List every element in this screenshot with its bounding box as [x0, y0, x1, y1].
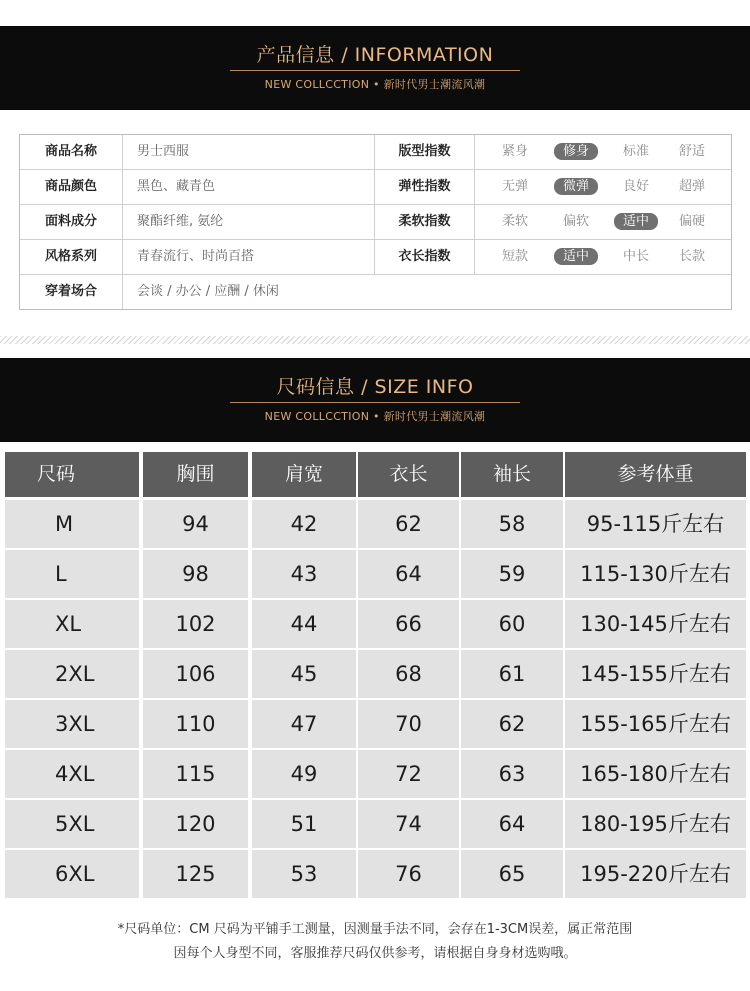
index-option-selected: 修身 — [547, 135, 605, 169]
chest-cell: 120 — [143, 800, 248, 848]
size-note-1: *尺码单位：CM 尺码为平铺手工测量，因测量手法不同，会存在1-3CM误差，属正常范围 — [117, 922, 633, 937]
column-header: 胸围 — [143, 452, 248, 497]
weight-cell: 115-130斤左右 — [565, 550, 746, 598]
info-row — [20, 205, 731, 240]
index-option: 良好 — [622, 179, 649, 194]
size-cell: 2XL — [5, 650, 139, 698]
shoulder-cell: 47 — [252, 700, 356, 748]
info-banner — [0, 26, 750, 110]
sleeve-cell: 59 — [461, 550, 563, 598]
info-row — [20, 170, 731, 205]
weight-cell: 195-220斤左右 — [565, 850, 746, 898]
length-cell: 62 — [358, 500, 459, 548]
index-label: 弹性指数 — [375, 170, 475, 204]
index-option-selected: 适中 — [547, 240, 605, 274]
size-cell: 3XL — [5, 700, 139, 748]
chest-cell: 125 — [143, 850, 248, 898]
length-cell: 74 — [358, 800, 459, 848]
shoulder-cell: 51 — [252, 800, 356, 848]
info-row — [20, 135, 731, 170]
index-option: 长款 — [678, 249, 705, 264]
shoulder-cell: 53 — [252, 850, 356, 898]
info-value: 青春流行、时尚百搭 — [123, 240, 375, 274]
sleeve-cell: 65 — [461, 850, 563, 898]
weight-cell: 180-195斤左右 — [565, 800, 746, 848]
info-label: 风格系列 — [20, 240, 123, 274]
chest-cell: 115 — [143, 750, 248, 798]
shoulder-cell: 43 — [252, 550, 356, 598]
product-info-table — [19, 134, 732, 310]
banner-divider — [230, 70, 520, 71]
chest-cell: 94 — [143, 500, 248, 548]
index-option: 标准 — [622, 144, 649, 159]
length-cell: 76 — [358, 850, 459, 898]
weight-cell: 95-115斤左右 — [565, 500, 746, 548]
index-option-selected: 适中 — [607, 205, 665, 239]
index-label: 版型指数 — [375, 135, 475, 169]
info-label: 商品颜色 — [20, 170, 123, 204]
chest-cell: 106 — [143, 650, 248, 698]
chest-cell: 110 — [143, 700, 248, 748]
column-header: 参考体重 — [565, 452, 746, 497]
size-cell: 5XL — [5, 800, 139, 848]
size-banner-subtitle: NEW COLLCCTION • 新时代男士潮流风潮 — [264, 410, 486, 423]
size-cell: 6XL — [5, 850, 139, 898]
info-value: 黑色、藏青色 — [123, 170, 375, 204]
weight-cell: 155-165斤左右 — [565, 700, 746, 748]
sleeve-cell: 62 — [461, 700, 563, 748]
info-row — [20, 240, 731, 275]
column-header: 袖长 — [461, 452, 563, 497]
info-label: 商品名称 — [20, 135, 123, 169]
column-header: 尺码 — [5, 452, 139, 497]
size-banner-title: 尺码信息 / SIZE INFO — [276, 376, 474, 398]
shoulder-cell: 49 — [252, 750, 356, 798]
info-banner-title: 产品信息 / INFORMATION — [256, 44, 494, 66]
length-cell: 66 — [358, 600, 459, 648]
info-value: 聚酯纤维, 氨纶 — [123, 205, 375, 239]
size-cell: L — [5, 550, 139, 598]
banner-divider — [230, 402, 520, 403]
size-cell: M — [5, 500, 139, 548]
index-option-selected: 微弹 — [547, 170, 605, 204]
weight-cell: 130-145斤左右 — [565, 600, 746, 648]
size-cell: 4XL — [5, 750, 139, 798]
column-header: 衣长 — [358, 452, 459, 497]
index-option: 舒适 — [678, 144, 705, 159]
index-option: 紧身 — [501, 144, 528, 159]
sleeve-cell: 60 — [461, 600, 563, 648]
sleeve-cell: 63 — [461, 750, 563, 798]
info-banner-subtitle: NEW COLLCCTION • 新时代男士潮流风潮 — [264, 78, 486, 91]
sleeve-cell: 64 — [461, 800, 563, 848]
weight-cell: 145-155斤左右 — [565, 650, 746, 698]
index-option: 超弹 — [678, 179, 705, 194]
info-value: 男士西服 — [123, 135, 375, 169]
chest-cell: 98 — [143, 550, 248, 598]
index-option: 柔软 — [501, 214, 528, 229]
size-note-2: 因每个人身型不同，客服推荐尺码仅供参考，请根据自身身材选购哦。 — [173, 946, 577, 961]
shoulder-cell: 42 — [252, 500, 356, 548]
index-option: 短款 — [501, 249, 528, 264]
sleeve-cell: 58 — [461, 500, 563, 548]
dashed-divider — [0, 336, 750, 344]
index-label: 柔软指数 — [375, 205, 475, 239]
length-cell: 64 — [358, 550, 459, 598]
weight-cell: 165-180斤左右 — [565, 750, 746, 798]
size-banner — [0, 358, 750, 442]
length-cell: 70 — [358, 700, 459, 748]
shoulder-cell: 44 — [252, 600, 356, 648]
index-option: 无弹 — [501, 179, 528, 194]
chest-cell: 102 — [143, 600, 248, 648]
info-label: 面料成分 — [20, 205, 123, 239]
index-option: 偏硬 — [678, 214, 705, 229]
info-label: 穿着场合 — [20, 275, 123, 309]
info-value: 会谈 / 办公 / 应酬 / 休闲 — [137, 284, 279, 299]
length-cell: 72 — [358, 750, 459, 798]
size-cell: XL — [5, 600, 139, 648]
length-cell: 68 — [358, 650, 459, 698]
index-option: 偏软 — [562, 214, 589, 229]
shoulder-cell: 45 — [252, 650, 356, 698]
info-row-occasion — [20, 275, 731, 310]
index-label: 衣长指数 — [375, 240, 475, 274]
index-option: 中长 — [622, 249, 649, 264]
column-header: 肩宽 — [252, 452, 356, 497]
sleeve-cell: 61 — [461, 650, 563, 698]
